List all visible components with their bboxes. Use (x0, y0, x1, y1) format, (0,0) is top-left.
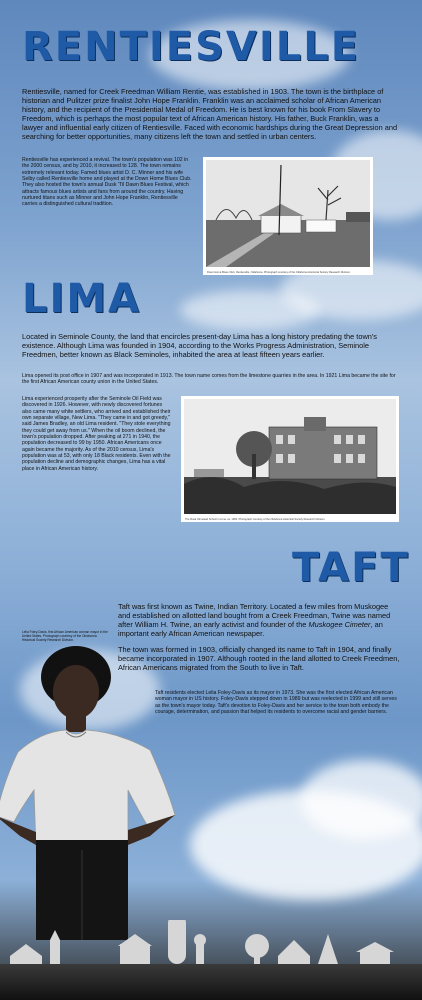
taft-intro (118, 602, 400, 638)
lima-heading: LIMA (22, 276, 142, 322)
rentiesville-intro: Rentiesville, named for Creek Freedman William Rentie, was established in 1903. The town is the birthplace of historian and Pulitzer prize finalist John Hope Franklin. Franklin was an acclaimed scholar of African American history, and the recipient of the Presidential Medal of Freedom. He is best known for his book From Slavery to Freedom, which is perhaps the most popular text of African American history. His father, Buck Franklin, was a lawyer and influential early citizen of Rentiesville. Faced with economic hardships during the Great Depression and searching for better opportunities, many citizens left the town and settled in urban centers. (22, 87, 398, 142)
lima-prosperity: Lima experienced prosperity after the Seminole Oil Field was discovered in 1926. However, with newly discovered fortunes also came many white settlers, who arrived and established their own separate village, New Lima. "They came in and got greedy," said James Bradley, an old Lima resident. "They stole everything they could get away from us." When the oil boom declined, the town's population dropped. After peaking at 271 in 1940, the population decreased to 99 by 1950. African Americans once again became the majority. As of the 2010 census, Lima's population was at 53, with only 18 Black residents. Even with the population decline and demographic changes, Lima has a vital place in African American history. (22, 396, 171, 472)
taft-intro-part-1: Taft was first known as Twine, Indian Territory. Located a few miles from Muskogee and established on allotted land bought from a Creek Freedman, Twine was named after William H. Twine, an early activist and founder of the (118, 602, 391, 630)
rosa-olmstead-school-photo (181, 396, 399, 522)
town-skyline-silhouette (0, 920, 422, 1000)
muskogee-cimeter-title: Muskogee Cimeter (308, 620, 371, 630)
lelia-foley-davis-portrait (0, 640, 200, 940)
school-image (184, 399, 396, 514)
taft-renamed: The town was formed in 1903, officially changed its name to Taft in 1904, and finally became incorporated in 1907. Although rooted in the land allotted to Creek Freedmen, African Americans migrated from the South to live in Taft. (118, 645, 400, 673)
blues-club-image (206, 160, 370, 267)
rentiesville-heading: RENTIESVILLE (22, 24, 361, 70)
down-home-blues-club-photo (203, 157, 373, 275)
taft-intro-part-2: , an important early African American newspaper. (118, 620, 383, 639)
blues-club-caption: Down Home Blues Club, Rentiesville, Oklahoma. Photograph courtesy of the Oklahoma Historical Society Research Division. (207, 271, 351, 274)
portrait-caption: Lelia Foley-Davis, first African American woman mayor in the United States. Photograph courtesy of the Oklahoma Historical Society Research Division. (22, 630, 108, 642)
lima-post-office: Lima opened its post office in 1907 and was incorporated in 1913. The town name comes from the limestone quarries in the area. In 1921 Lima became the site for the first African American county union in the United States. (22, 373, 396, 386)
taft-mayor: Taft residents elected Lelia Foley-Davis as its mayor in 1973. She was the first elected African American woman mayor in US history. Foley-Davis stepped down in 1989 but was reelected in 1999 and still serves as the town's mayor today. Taft's devotion to Foley-Davis and her service to the town both embody the courage, determination, and passion that helped its residents to overcome racial and gender barriers. (155, 690, 397, 716)
school-caption: The Rosa Olmstead School in Lima, ca. 1960. Photograph courtesy of the Oklahoma Historical Society Research Division. (185, 518, 326, 521)
taft-heading: TAFT (292, 545, 410, 591)
lima-intro: Located in Seminole County, the land that encircles present-day Lima has a long history predating the town's existence. Although Lima was founded in 1904, according to the Works Progress Administration, Seminole Freedmen, better known as Black Seminoles, inhabited the area at least fifteen years earlier. (22, 332, 377, 360)
rentiesville-revival: Rentiesville has experienced a revival. The town's population was 102 in the 2000 census, and by 2010, it increased to 128. The town remains extremely relevant today. Famed blues artist D. C. Minner and his wife Selby called Rentiesville home and played at the Down Home Blues Club. They also hosted the town's annual Dusk 'Til Dawn Blues Festival, which attracts famous blues artists and fans from around the country. Having nurtured titans such as Minner and John Hope Franklin, Rentiesville carries a distinguished cultural tradition. (22, 157, 192, 208)
